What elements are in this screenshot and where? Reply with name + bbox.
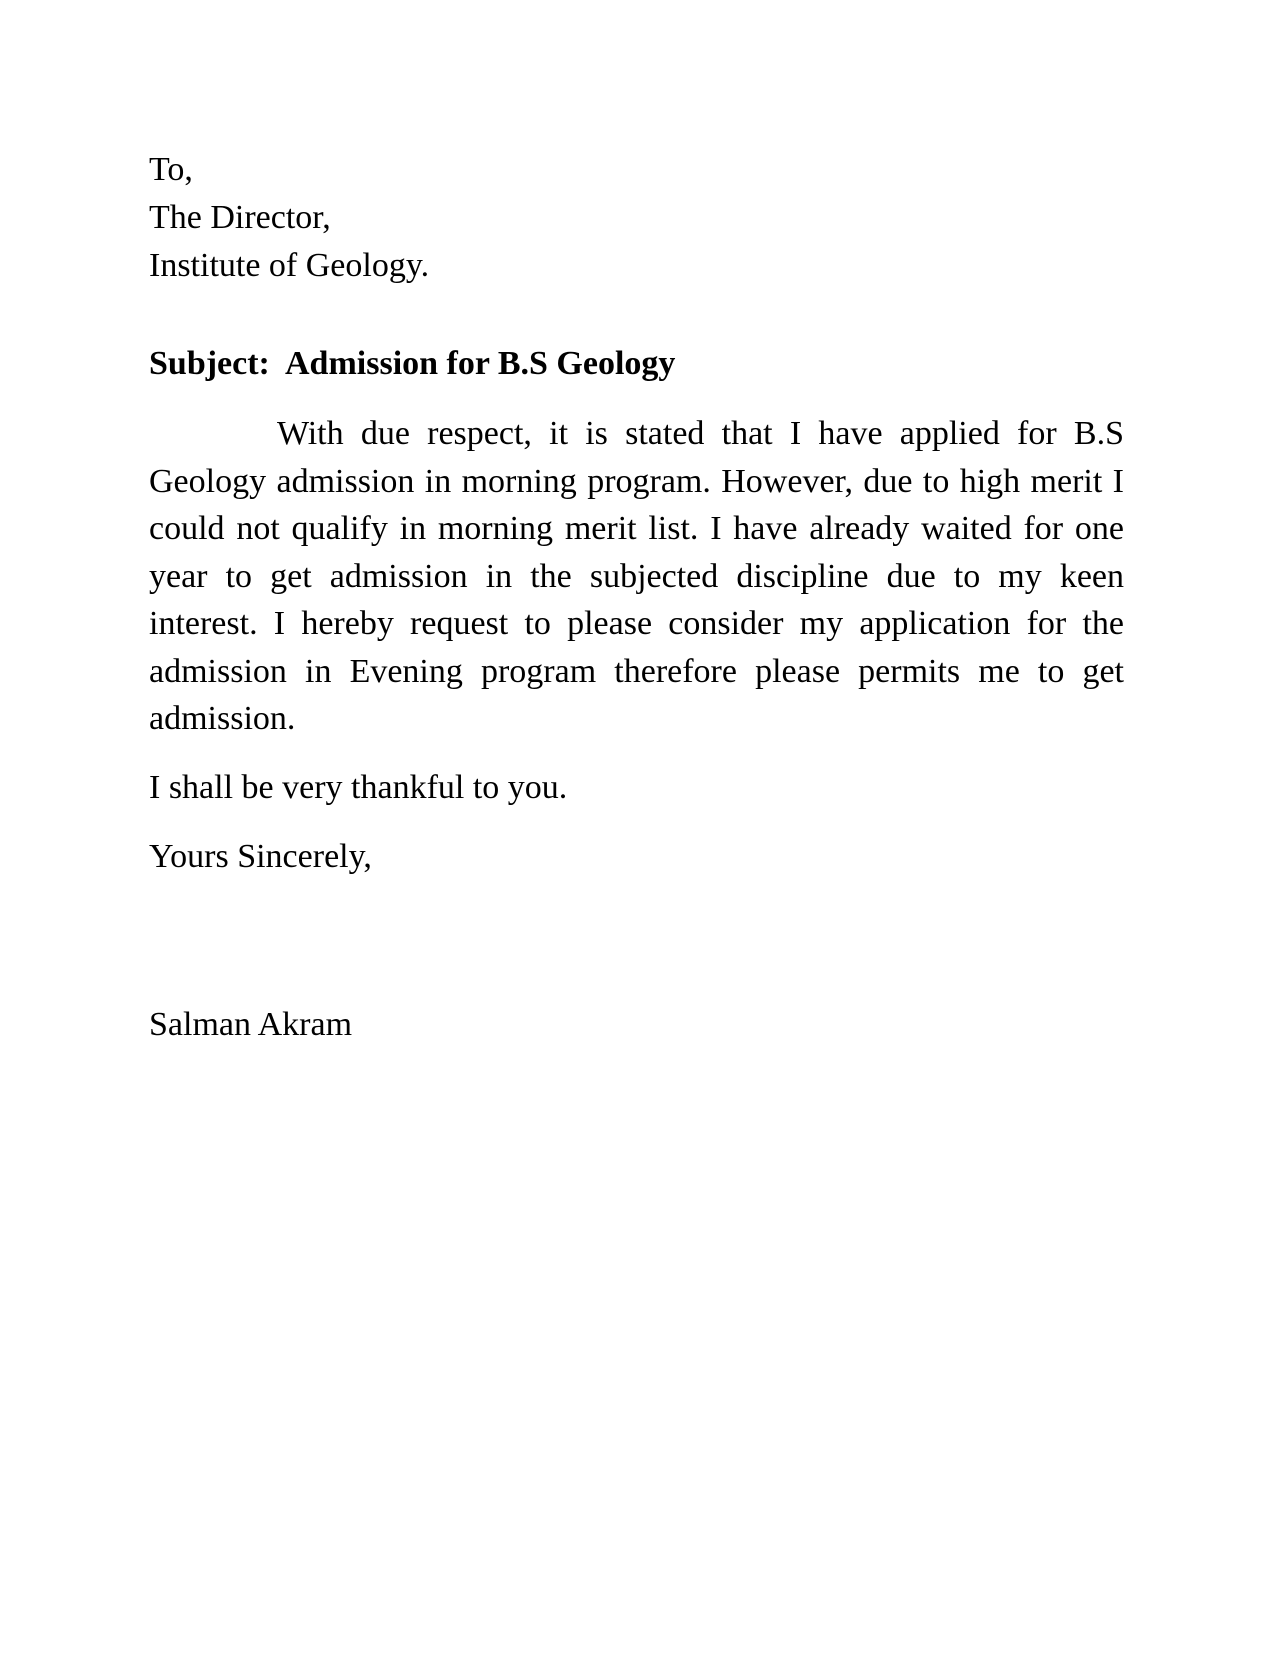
letter-closing: Yours Sincerely, [149,838,372,875]
letter-subject: Subject: Admission for B.S Geology [149,345,676,382]
signature-name: Salman Akram [149,1006,353,1043]
letter-body: With due respect, it is stated that I have applied for B.S Geology admission in morning program. However, due to high merit I could not qualify in morning merit list. I have already waited for one year to get admission in the subjected discipline due to my keen interest. I hereby request to please consider my application for the admission in Evening program therefore please permits me to get admission. [149,415,1124,737]
recipient-address [149,146,429,290]
letter-thanks: I shall be very thankful to you. [149,769,568,806]
recipient-title: The Director, [149,199,331,236]
recipient-organization: Institute of Geology. [149,247,430,284]
recipient-salutation: To, [149,151,193,188]
